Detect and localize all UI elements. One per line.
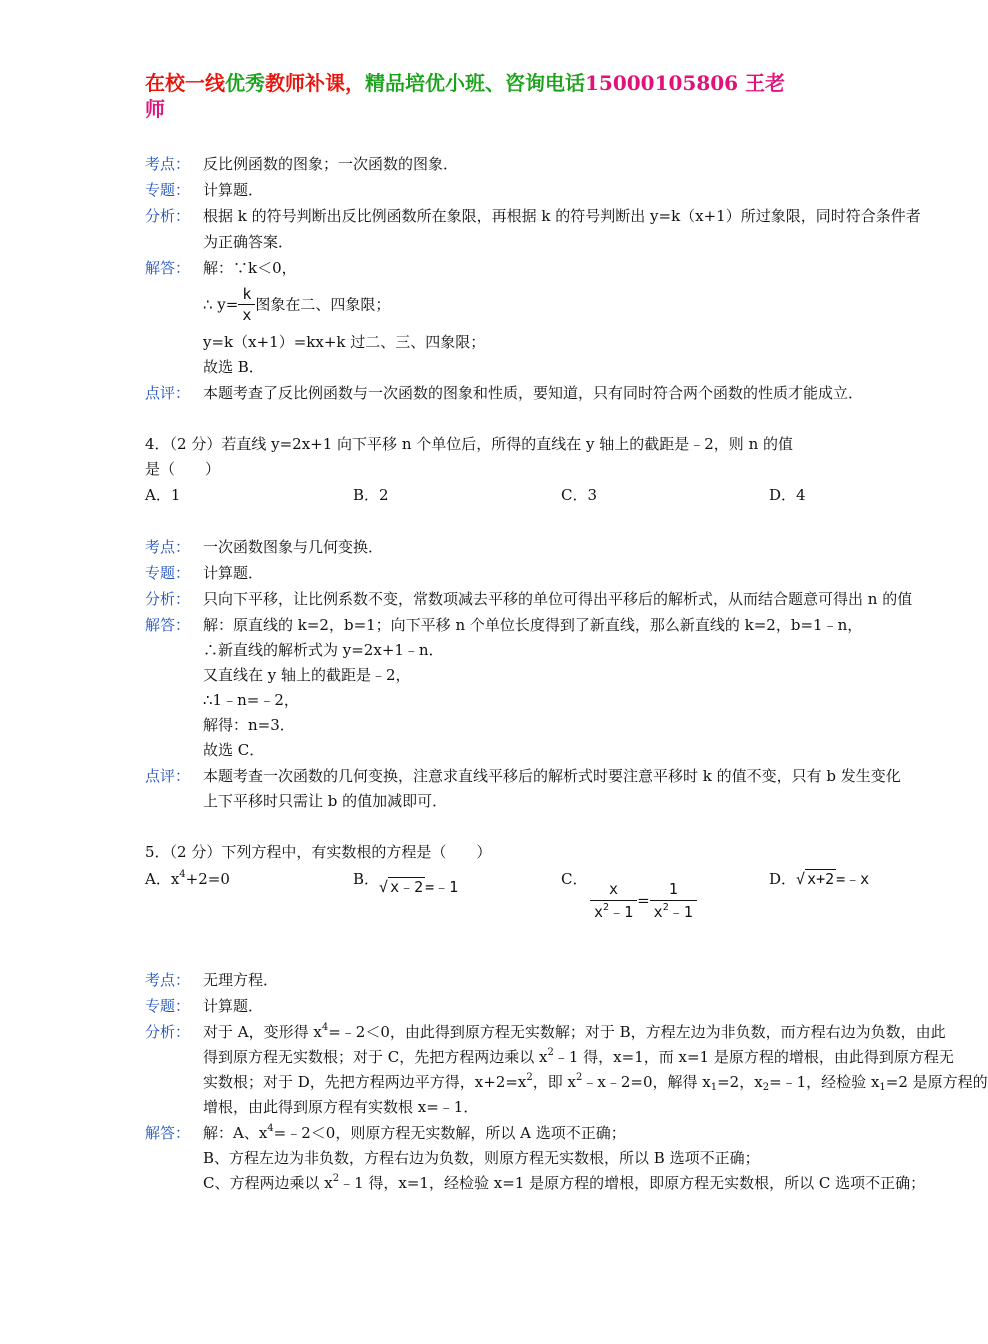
promo-banner — [145, 70, 825, 122]
q5-fenxi3-sub2: 2 — [762, 1082, 770, 1093]
q5-fenxi3-a: 实数根；对于 D，先把方程两边平方得，x+2=x — [203, 1073, 527, 1091]
q3-dianping: 本题考查了反比例函数与一次函数的图象和性质，要知道，只有同时符合两个函数的性质才能成立． — [203, 384, 864, 402]
label-jieda: 解答： — [145, 1124, 191, 1142]
label-zhuanti: 专题： — [145, 997, 191, 1015]
q5-fenxi1-sup: 4 — [321, 1022, 329, 1033]
q5-jieda-line2: B、方程左边为非负数，方程右边为负数，则原方程无实数根，所以 B 选项不正确； — [203, 1149, 760, 1167]
q4-option-a: A．1 — [145, 486, 181, 504]
q5-optB-rhs: =﹣1 — [425, 878, 459, 896]
q5-optC-label: C． — [561, 870, 588, 888]
label-dianping: 点评： — [145, 767, 191, 785]
q4-jieda-line3: 又直线在 y 轴上的截距是﹣2， — [203, 666, 411, 684]
q3-jieda2-post: 图象在二、四象限； — [255, 295, 391, 314]
q5-optA-sup: 4 — [179, 869, 186, 880]
q3-kaodian: 反比例函数的图象；一次函数的图象． — [203, 155, 459, 173]
q5-optC-equation — [590, 878, 697, 923]
label-kaodian: 考点： — [145, 538, 191, 556]
q5-kaodian: 无理方程． — [203, 971, 279, 989]
q5-kaodian-row — [145, 968, 278, 992]
den-sup: 2 — [603, 902, 610, 913]
label-zhuanti: 专题： — [145, 564, 191, 582]
q3-zhuanti: 计算题． — [203, 181, 264, 199]
q5-jieda-line3 — [203, 1171, 925, 1195]
q5-fenxi3-sup1: 2 — [526, 1072, 533, 1083]
den-pre: x — [594, 903, 604, 921]
q5-jieda1-b: =﹣2＜0，则原方程无实数解，所以 A 选项不正确； — [273, 1124, 626, 1142]
q5-optD-rhs: =﹣x — [836, 870, 870, 888]
q5-fenxi3-e: =﹣1，经检验 x — [769, 1073, 880, 1091]
q5-fenxi3-d: =2，x — [717, 1073, 763, 1091]
banner-seg: 小班、咨询电话 — [445, 71, 585, 95]
q3-jieda-line1: 解：∵k＜0， — [203, 259, 297, 277]
q5-jieda1-sup: 4 — [267, 1123, 274, 1134]
q4-kaodian-row — [145, 535, 383, 559]
label-kaodian: 考点： — [145, 155, 191, 173]
q5-fenxi-row — [145, 1020, 946, 1044]
q3-jieda2-pre: ∴ y= — [203, 295, 239, 314]
q5-jieda3-sup: 2 — [332, 1173, 340, 1184]
q5-fenxi3-b: ，即 x — [532, 1073, 577, 1091]
q4-jieda-line5: 解得：n=3． — [203, 716, 295, 734]
q3-dianping-row — [145, 381, 863, 405]
q5-optB-label: B． — [353, 870, 380, 888]
q5-optD-label: D． — [769, 870, 797, 888]
q3-jieda-line2 — [203, 284, 390, 325]
q4-jieda-line1: 解：原直线的 k=2，b=1；向下平移 n 个单位长度得到了新直线，那么新直线的 k=2，b=1﹣n， — [203, 616, 863, 634]
label-dianping: 点评： — [145, 384, 191, 402]
q5-fenxi-line4: 增根，由此得到原方程有实数根 x=﹣1． — [203, 1098, 479, 1116]
label-fenxi: 分析： — [145, 1023, 191, 1041]
frac-numerator: k — [238, 284, 255, 305]
frac-denominator — [650, 901, 697, 923]
q4-jieda-line6: 故选 C． — [203, 741, 265, 759]
q4-dianping-row — [145, 764, 901, 788]
sqrt-expression: √ x﹣2 =﹣1 — [379, 878, 459, 896]
q4-zhuanti-row — [145, 561, 263, 585]
radicand: x﹣2 — [390, 878, 424, 896]
q4-zhuanti: 计算题． — [203, 564, 264, 582]
q3-jieda-line4: 故选 B． — [203, 358, 264, 376]
q4-jieda-row — [145, 613, 862, 637]
radicand: x+2 — [807, 870, 835, 888]
q3-jieda-line3: y=k（x+1）=kx+k 过二、三、四象限； — [203, 333, 486, 351]
q5-optA-post: +2=0 — [185, 870, 230, 888]
q5-option-d — [769, 867, 869, 891]
q5-fenxi-line2 — [203, 1045, 954, 1069]
q3-fenxi-row — [145, 204, 921, 228]
q5-fenxi3-f: =2 是原方程的 — [885, 1073, 988, 1091]
q5-fenxi3-sub1: 1 — [710, 1082, 718, 1093]
fraction-right — [650, 878, 697, 923]
banner-seg: 在校一线 — [145, 71, 225, 95]
q4-stem-line1: 4．（2 分）若直线 y=2x+1 向下平移 n 个单位后，所得的直线在 y 轴上的截距是﹣2，则 n 的值 — [145, 435, 793, 453]
label-kaodian: 考点： — [145, 971, 191, 989]
q4-kaodian: 一次函数图象与几何变换． — [203, 538, 384, 556]
q5-jieda1-a: 解：A、x — [203, 1124, 268, 1142]
q5-option-a — [145, 867, 230, 891]
sqrt-expression: √ x+2 =﹣x — [796, 870, 870, 888]
q5-jieda-row — [145, 1121, 626, 1145]
q5-fenxi-line3 — [203, 1070, 988, 1094]
q5-fenxi2-sup: 2 — [547, 1047, 554, 1058]
q4-option-b: B．2 — [353, 486, 389, 504]
q3-kaodian-row — [145, 152, 458, 176]
q5-jieda3-a: C、方程两边乘以 x — [203, 1174, 333, 1192]
frac-numerator: 1 — [650, 878, 697, 901]
label-fenxi: 分析： — [145, 590, 191, 608]
frac-numerator: x — [590, 878, 637, 901]
banner-seg: 师 — [145, 97, 165, 121]
q4-option-d: D．4 — [769, 486, 806, 504]
q5-fenxi3-sub3: 1 — [879, 1082, 886, 1093]
q5-option-c — [561, 867, 587, 891]
q5-option-b — [353, 867, 459, 896]
q5-stem: 5．（2 分）下列方程中，有实数根的方程是（ ） — [145, 843, 492, 861]
q3-zhuanti-row — [145, 178, 263, 202]
q4-option-c: C．3 — [561, 486, 598, 504]
equals-sign: = — [637, 891, 650, 910]
q5-fenxi3-c: ﹣x﹣2=0，解得 x — [582, 1073, 711, 1091]
q5-zhuanti: 计算题． — [203, 997, 264, 1015]
fraction-left — [590, 878, 637, 923]
label-jieda: 解答： — [145, 259, 191, 277]
frac-denominator — [590, 901, 637, 923]
q5-zhuanti-row — [145, 994, 263, 1018]
q5-fenxi1-a: 对于 A，变形得 x — [203, 1023, 322, 1041]
k-over-x-fraction — [238, 284, 255, 325]
q5-fenxi2-a: 得到原方程无实数根；对于 C，先把方程两边乘以 x — [203, 1048, 548, 1066]
q3-jieda-row — [145, 256, 297, 280]
den-post: ﹣1 — [668, 903, 693, 921]
q4-fenxi-row — [145, 587, 912, 611]
q4-stem-line2: 是（ ） — [145, 460, 221, 478]
q5-optA-pre: A．x — [145, 870, 180, 888]
den-pre: x — [653, 903, 663, 921]
den-post: ﹣1 — [609, 903, 634, 921]
q5-fenxi3-sup2: 2 — [576, 1072, 583, 1083]
q5-jieda3-b: ﹣1 得，x=1，经检验 x=1 是原方程的增根，即原方程无实数根，所以 C 选项不正确； — [339, 1174, 926, 1192]
label-fenxi: 分析： — [145, 207, 191, 225]
q3-fenxi-line1: 根据 k 的符号判断出反比例函数所在象限，再根据 k 的符号判断出 y=k（x+1）所过象限，同时符合条件者 — [203, 207, 921, 225]
q4-jieda-line4: ∴1﹣n=﹣2， — [203, 691, 299, 709]
q4-dianping-line2: 上下平移时只需让 b 的值加减即可． — [203, 792, 448, 810]
label-jieda: 解答： — [145, 616, 191, 634]
q5-fenxi1-b: =﹣2＜0，由此得到原方程无实数解；对于 B，方程左边为非负数，而方程右边为负数，由此 — [328, 1023, 946, 1041]
q4-dianping-line1: 本题考查一次函数的几何变换，注意求直线平移后的解析式时要注意平移时 k 的值不变，只有 b 发生变化 — [203, 767, 901, 785]
q5-fenxi2-b: ﹣1 得，x=1，而 x=1 是原方程的增根，由此得到原方程无 — [553, 1048, 954, 1066]
label-zhuanti: 专题： — [145, 181, 191, 199]
banner-seg: 教师补课， — [265, 71, 365, 95]
banner-seg: 优秀 — [225, 71, 265, 95]
frac-denominator: x — [242, 306, 252, 324]
banner-phone: 15000105806 王老 — [585, 71, 786, 95]
banner-seg: 精品培优 — [365, 71, 445, 95]
q4-fenxi: 只向下平移，让比例系数不变，常数项减去平移的单位可得出平移后的解析式，从而结合题意可得出 n 的值 — [203, 590, 913, 608]
q3-fenxi-line2: 为正确答案． — [203, 233, 294, 251]
den-sup: 2 — [662, 902, 669, 913]
q4-jieda-line2: ∴新直线的解析式为 y=2x+1﹣n． — [203, 641, 444, 659]
